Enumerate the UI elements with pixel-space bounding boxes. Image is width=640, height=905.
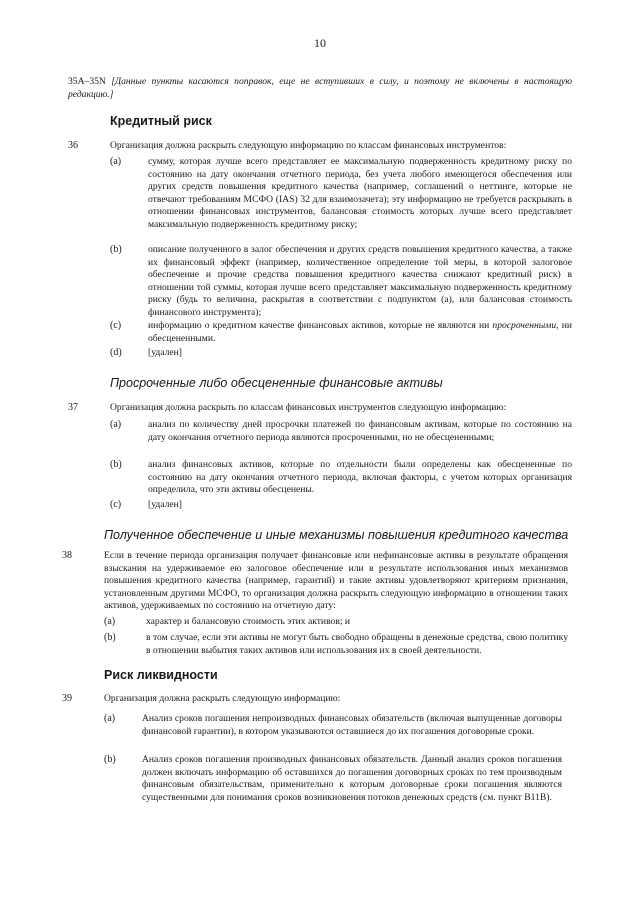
item-37a-text: анализ по количеству дней просрочки платежей по финансовым активам, которые по состоянию на дату окончания отчетного периода являются просроченными, но не обесцененными; [148, 419, 572, 443]
heading-overdue-assets: Просроченные либо обесцененные финансовые активы [110, 376, 443, 390]
paragraph-37-intro: Организация должна раскрыть по классам финансовых инструментов следующую информацию: [110, 402, 507, 413]
heading-credit-risk: Кредитный риск [110, 114, 212, 128]
paragraph-36-intro: Организация должна раскрыть следующую информацию по классам финансовых инструментов: [110, 140, 507, 151]
paragraph-number-37: 37 [68, 402, 78, 413]
paragraph-number-38: 38 [62, 550, 72, 561]
item-39b-text: Анализ сроков погашения производных финансовых обязательств. Данный анализ сроков погашения должен включать информацию об оставшихся до погашения договорных сроках по тем производным финансовым обязательствам, применительно к которым договорные сроки погашения являются существенными для понимания сроков возникновения потоков денежных средств (см. пункт B11B). [142, 754, 562, 803]
item-36c-text-before: информацию о кредитном качестве финансовых активов, которые не являются ни [148, 320, 490, 331]
item-37c-label: (c) [110, 499, 122, 510]
item-39a-label: (a) [104, 713, 116, 724]
heading-collateral: Полученное обеспечение и иные механизмы повышения кредитного качества [104, 528, 569, 542]
paragraph-39-intro: Организация должна раскрыть следующую информацию: [104, 693, 341, 704]
paragraph-number-36: 36 [68, 140, 78, 151]
amendment-note [68, 76, 572, 101]
paragraph-38-intro: Если в течение периода организация получает финансовые или нефинансовые активы в результате обращения взыскания на удерживаемое ею залоговое обеспечение или в результате использования иных механизмов повышения кредитного качества (например, гарантий) и такие активы удовлетворяют критериям признания, установленным другими МСФО, то организация должна раскрыть следующую информацию в отношении таких активов, удерживаемых по состоянию на отчетную дату: [104, 550, 568, 612]
item-37b-text: анализ финансовых активов, которые по отдельности были определены как обесцененные по состоянию на дату окончания отчетного периода, включая факторы, с учетом которых организация определила, что эти активы обесценены. [148, 459, 572, 496]
item-39a-text: Анализ сроков погашения непроизводных финансовых обязательств (включая выпущенные договоры финансовой гарантии), в котором указываются оставшиеся до их погашения договорные сроки. [142, 713, 562, 737]
paragraph-number-39: 39 [62, 693, 72, 704]
item-37c-text: [удален] [148, 499, 182, 510]
item-36d-text: [удален] [148, 347, 182, 358]
item-37b-label: (b) [110, 459, 122, 470]
item-36c-text [148, 320, 572, 345]
note-label: 35A–35N [68, 76, 106, 87]
item-38a-label: (a) [104, 616, 116, 627]
item-36c-text-italic: просроченными [492, 320, 557, 331]
item-36a-text: сумму, которая лучше всего представляет ее максимальную подверженность кредитному риску по состоянию на дату окончания отчетного периода, без учета любого имеющегося обеспечения или других средств повышения кредитного качества (например, соглашений о неттинге, которые не отвечают требованиям МСФО (IAS) 32 для взаимозачета); эту информацию не требуется раскрывать в отношении финансовых инструментов, балансовая стоимость которых лучше всего представляет максимальную подверженность кредитному риску; [148, 156, 572, 230]
heading-liquidity-risk: Риск ликвидности [104, 668, 218, 682]
item-38b-label: (b) [104, 632, 116, 643]
item-36b-text: описание полученного в залог обеспечения и других средств повышения кредитного качества, а также их финансовый эффект (например, количественное определение той меры, в которой залоговое обеспечение и прочие средства повышения кредитного качества снижают кредитный риск) в отношении той суммы, которая лучше всего представляет максимальную подверженность кредитному риску (будь то величина, раскрытая в соответствии с подпунктом (а), или балансовая стоимость финансового инструмента); [148, 244, 572, 318]
item-36c-label: (c) [110, 320, 122, 331]
page-number: 10 [314, 36, 326, 50]
item-36d-label: (d) [110, 347, 122, 358]
note-text: [Данные пункты касаются поправок, еще не вступивших в силу, и поэтому не включены в настоящую редакцию.] [68, 76, 572, 100]
item-39b-label: (b) [104, 754, 116, 765]
item-36b-label: (b) [110, 244, 122, 255]
item-36a-label: (a) [110, 156, 122, 167]
item-38a-text: характер и балансовую стоимость этих активов; и [146, 616, 351, 627]
item-37a-label: (a) [110, 419, 122, 430]
item-38b-text: в том случае, если эти активы не могут быть свободно обращены в денежные средства, свою политику в отношении выбытия таких активов или использования их в своей деятельности. [146, 632, 568, 656]
item-36c-text-after: , ни обесцененными. [148, 320, 572, 344]
